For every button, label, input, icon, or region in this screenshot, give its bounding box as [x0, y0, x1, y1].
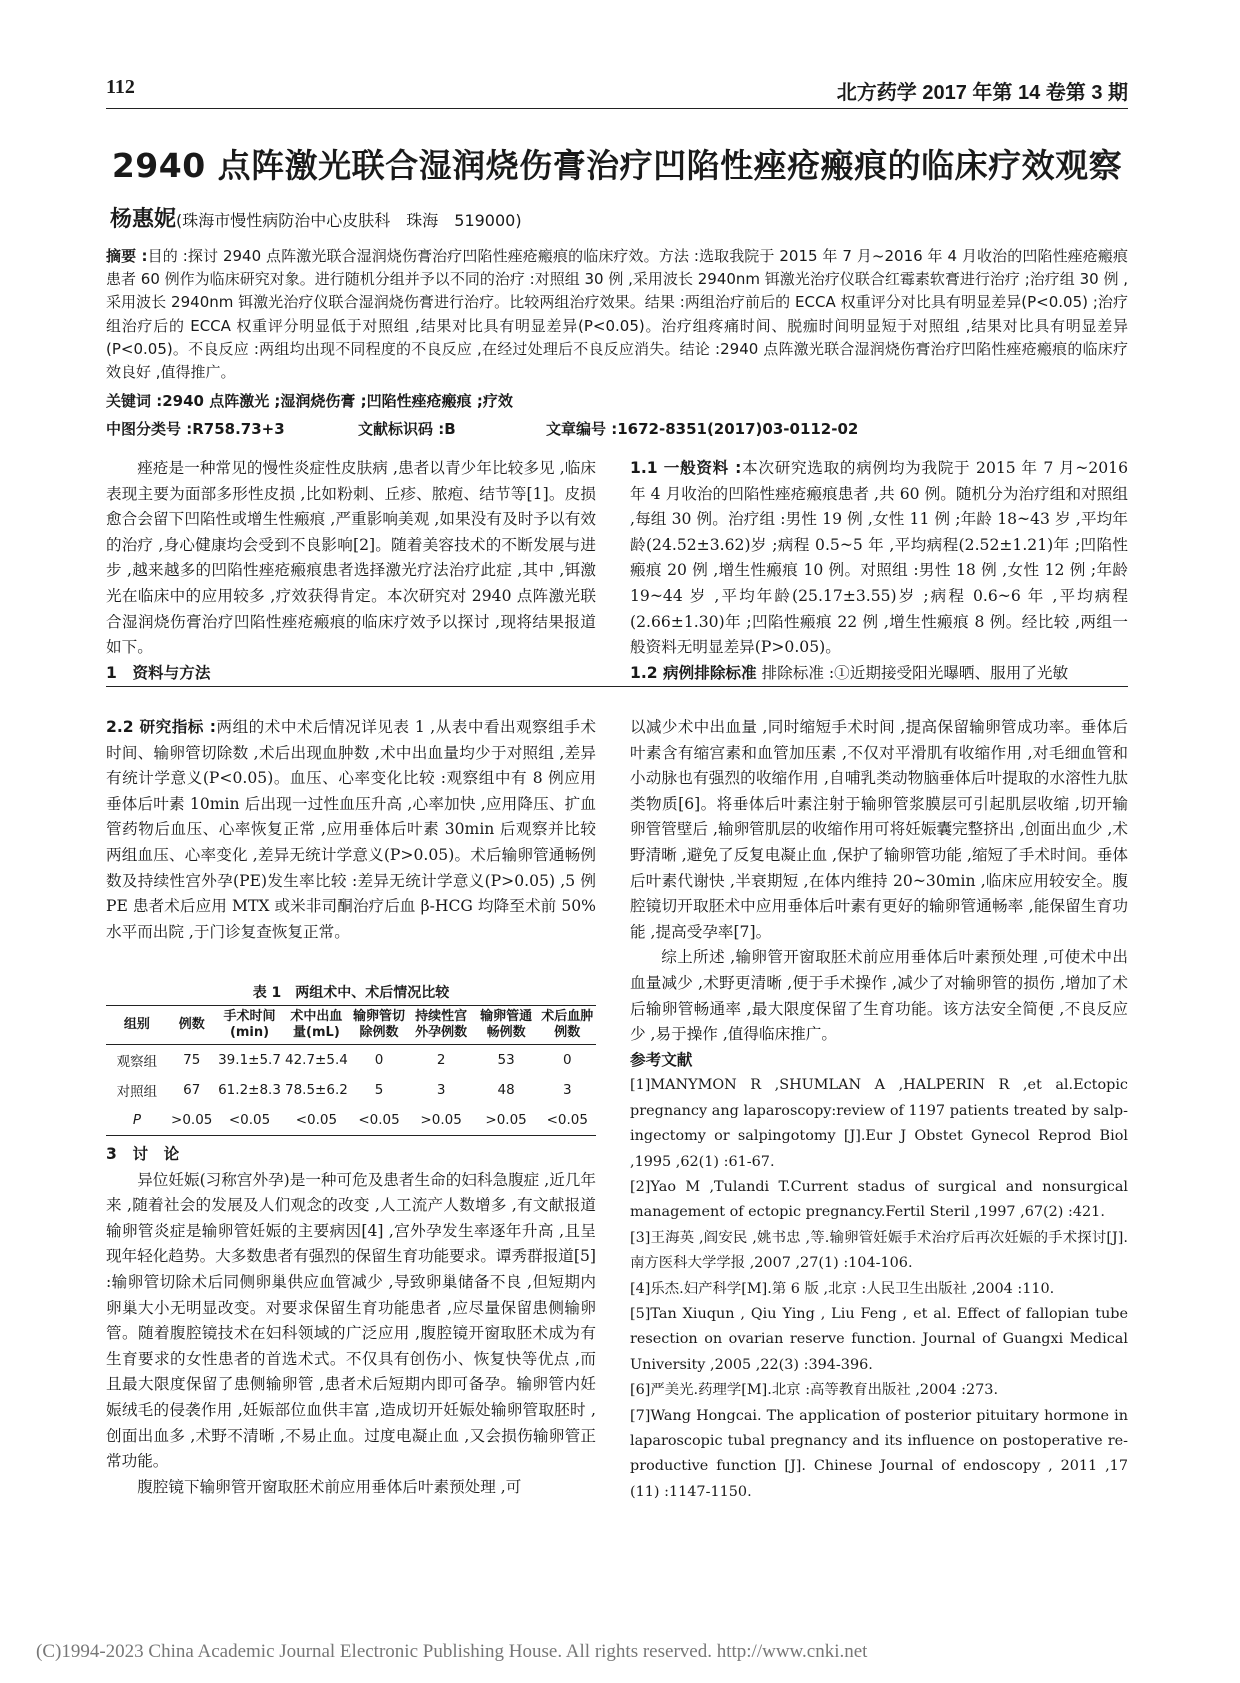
abstract-label: 摘要 : [106, 247, 148, 265]
conclusion-column [630, 715, 1128, 1505]
table-cell: <0.05 [349, 1105, 408, 1136]
conclusion-paragraph: 综上所述 ,输卵管开窗取胚术前应用垂体后叶素预处理 ,可使术中出血量减少 ,术野更清晰 ,便于手术操作 ,减少了对输卵管的损伤 ,增加了术后输卵管畅通率 ,最大限度保留了生育功能。该方法安全简便 ,不良反应少 ,易于操作 ,值得临床推广。 [630, 948, 1128, 1044]
table-cell: 53 [497, 1052, 515, 1068]
author-line [110, 202, 522, 233]
header-rule [106, 108, 1128, 109]
author-affiliation: (珠海市慢性病防治中心皮肤科 珠海 519000) [176, 211, 522, 230]
journal-name: 北方药学 2017 年第 14 卷第 3 期 [836, 82, 1128, 104]
table-caption: 表 1 两组术中、术后情况比较 [252, 985, 450, 1001]
col-header: 例数 [168, 1006, 216, 1045]
copyright-footer: (C)1994-2023 China Academic Journal Electronic Publishing House. All rights reserved. http://www.cnki.net [36, 1641, 868, 1662]
table-cell: 3 [436, 1082, 446, 1098]
intro-paragraph: 痤疮是一种常见的慢性炎症性皮肤病 ,患者以青少年比较多见 ,临床表现主要为面部多形性皮损 ,比如粉刺、丘疹、脓疱、结节等[1]。皮损愈合会留下凹陷性或增生性瘢痕 ,严重影响美观 ,如果没有及时予以有效的治疗 ,身心健康均会受到不良影响[2]。随着美容技术的不断发展与进步 ,越来越多的凹陷性痤疮瘢痕患者选择激光疗法治疗此症 ,其中 ,铒激光在临床中的应用较多 ,疗效获得肯定。本次研究对 2940 点阵激光联合湿润烧伤膏治疗凹陷性痤疮瘢痕的临床疗效予以探讨 ,现将结果报道如下。 [106, 459, 596, 657]
table-row [106, 1075, 596, 1105]
discussion-column [106, 1142, 596, 1500]
table-row [106, 1105, 596, 1136]
table-cell: <0.05 [539, 1105, 596, 1136]
table-cell: 观察组 [116, 1054, 158, 1070]
running-header [106, 76, 1128, 106]
table-cell: 对照组 [116, 1084, 158, 1100]
table-cell: 0 [374, 1052, 384, 1068]
document-code: 文献标识码 :B [358, 420, 456, 438]
reference-item: [6]严美光.药理学[M].北京 :高等教育出版社 ,2004 :273. [630, 1382, 999, 1399]
table-cell: P [106, 1105, 168, 1136]
exclusion-text: 排除标准 :①近期接受阳光曝晒、服用了光敏 [756, 663, 1069, 682]
table-cell: 5 [374, 1082, 384, 1098]
results-table [106, 1005, 596, 1136]
subsection-1-1-label: 1.1 一般资料 : [630, 459, 742, 477]
section-heading-methods: 1 资料与方法 [106, 663, 211, 682]
page-number: 112 [106, 76, 135, 98]
table-cell: 61.2±8.3 [218, 1082, 281, 1098]
table-cell: >0.05 [409, 1105, 474, 1136]
results-text: 两组的术中术后情况详见表 1 ,从表中看出观察组手术时间、输卵管切除数 ,术后出现血肿数 ,术中出血量均少于对照组 ,差异有统计学意义(P<0.05)。血压、心率变化比较 :观察组中有 8 例应用垂体后叶素 10min 后出现一过性血压升高 ,心率加快 ,应用降压、扩血管药物后血压、心率恢复正常 ,应用垂体后叶素 30min 后观察并比较两组血压、心率变化 ,差异无统计学意义(P>0.05)。术后输卵管通畅例数及持续性宫外孕(PE)发生率比较 :差异无统计学意义(P>0.05) ,5 例 PE 患者术后应用 MTX 或米非司酮治疗后血 β-HCG 均降至术前 50%水平而出院 ,于门诊复查恢复正常。 [106, 718, 597, 941]
col-header: 术后血肿例数 [539, 1006, 596, 1045]
general-info-column [630, 456, 1128, 686]
col-header: 输卵管通畅例数 [474, 1006, 539, 1045]
table-cell: 75 [183, 1052, 201, 1068]
abstract [106, 245, 1128, 384]
reference-item: [7]Wang Hongcai. The application of posterior pituitary hormone in laparoscopic tubal pregnancy and its influence on postoperative re-productive function [J]. Chinese Journal of endoscopy , 2011 ,17 (11) :1147-1150. [630, 1407, 1128, 1500]
col-header: 组别 [106, 1006, 168, 1045]
col-header: 输卵管切除例数 [349, 1006, 408, 1045]
general-info-text: 本次研究选取的病例均为我院于 2015 年 7 月~2016 年 4 月收治的凹陷性痤疮瘢痕患者 ,共 60 例。随机分为治疗组和对照组 ,每组 30 例。治疗组 :男性 19 例 ,女性 11 例 ;年龄 18~43 岁 ,平均年龄(24.52±3.62)岁 ;病程 0.5~5 年 ,平均病程(2.52±1.21)年 ;凹陷性瘢痕 20 例 ,增生性瘢痕 10 例。对照组 :男性 18 例 ,女性 12 例 ;年龄 19~44 岁 ,平均年龄(25.17±3.55)岁 ;病程 0.6~6 年 ,平均病程(2.66±1.30)年 ;凹陷性瘢痕 22 例 ,增生性瘢痕 8 例。经比较 ,两组一般资料无明显差异(P>0.05)。 [630, 459, 1129, 657]
clc-number: 中图分类号 :R758.73+3 [106, 420, 285, 438]
table-header-row [106, 1006, 596, 1045]
table-cell: 39.1±5.7 [218, 1052, 281, 1068]
author-name: 杨惠妮 [110, 207, 177, 232]
section-divider [106, 686, 1128, 687]
table-cell: 2 [436, 1052, 446, 1068]
results-column [106, 715, 596, 945]
table-cell: >0.05 [474, 1105, 539, 1136]
table-cell: 48 [497, 1082, 515, 1098]
reference-item: [2]Yao M ,Tulandi T.Current stadus of surgical and nonsurgical management of ectopic pregnancy.Fertil Steril ,1997 ,67(2) :421. [630, 1178, 1128, 1221]
reference-item: [5]Tan Xiuqun , Qiu Ying , Liu Feng , et al. Effect of fallopian tube resection on ovarian reserve function. Journal of Guangxi Medical University ,2005 ,22(3) :394-396. [630, 1305, 1128, 1373]
abstract-text: 目的 :探讨 2940 点阵激光联合湿润烧伤膏治疗凹陷性痤疮瘢痕的临床疗效。方法 :选取我院于 2015 年 7 月~2016 年 4 月收治的凹陷性痤疮瘢痕患者 60 例作为临床研究对象。进行随机分组并予以不同的治疗 :对照组 30 例 ,采用波长 2940nm 铒激光治疗仪联合红霉素软膏进行治疗 ;治疗组 30 例 ,采用波长 2940nm 铒激光治疗仪联合湿润烧伤膏进行治疗。比较两组治疗效果。结果 :两组治疗前后的 ECCA 权重评分对比具有明显差异(P<0.05) ;治疗组治疗后的 ECCA 权重评分明显低于对照组 ,结果对比具有明显差异(P<0.05)。治疗组疼痛时间、脱痂时间明显短于对照组 ,结果对比具有明显差异(P<0.05)。不良反应 :两组均出现不同程度的不良反应 ,在经过处理后不良反应消失。结论 :2940 点阵激光联合湿润烧伤膏治疗凹陷性痤疮瘢痕的临床疗效良好 ,值得推广。 [106, 247, 1128, 382]
discussion-paragraph: 腹腔镜下输卵管开窗取胚术前应用垂体后叶素预处理 ,可 [137, 1477, 522, 1496]
table-cell: 67 [183, 1082, 201, 1098]
table-cell: 42.7±5.4 [284, 1052, 348, 1068]
table-cell: <0.05 [283, 1105, 349, 1136]
section-heading-discussion: 3 讨 论 [106, 1145, 180, 1163]
mechanism-paragraph: 以减少术中出血量 ,同时缩短手术时间 ,提高保留输卵管成功率。垂体后叶素含有缩宫素和血管加压素 ,不仅对平滑肌有收缩作用 ,对毛细血管和小动脉也有强烈的收缩作用 ,自哺乳类动物脑垂体后叶提取的水溶性九肽类物质[6]。将垂体后叶素注射于输卵管浆膜层可引起肌层收缩 ,切开输卵管管壁后 ,输卵管肌层的收缩作用可将妊娠囊完整挤出 ,创面出血少 ,术野清晰 ,避免了反复电凝止血 ,保护了输卵管功能 ,缩短了手术时间。垂体后叶素代谢快 ,半衰期短 ,在体内维持 20~30min ,临床应用较安全。腹腔镜切开取胚术中应用垂体后叶素有更好的输卵管通畅率 ,能保留生育功能 ,提高受孕率[7]。 [630, 718, 1128, 941]
reference-item: [1]MANYMON R ,SHUMLAN A ,HALPERIN R ,et al.Ectopic pregnancy ang laparoscopy:review of 1197 patients treated by salp-ingectomy or salpingotomy [J].Eur J Obstet Gynecol Reprod Biol ,1995 ,62(1) :61-67. [630, 1077, 1128, 1170]
subsection-2-2-label: 2.2 研究指标 : [106, 718, 217, 736]
reference-list [630, 1073, 1128, 1505]
subsection-1-2-label: 1.2 病例排除标准 [630, 663, 757, 682]
table-cell: 0 [563, 1052, 572, 1068]
article-title: 2940 点阵激光联合湿润烧伤膏治疗凹陷性痤疮瘢痕的临床疗效观察 [111, 146, 1123, 185]
keywords: 关键词 :2940 点阵激光 ;湿润烧伤膏 ;凹陷性痤疮瘢痕 ;疗效 [106, 392, 513, 410]
reference-item: [4]乐杰.妇产科学[M].第 6 版 ,北京 :人民卫生出版社 ,2004 :110. [630, 1280, 1055, 1297]
table-cell: >0.05 [168, 1105, 216, 1136]
table-row [106, 1045, 596, 1076]
references-heading: 参考文献 [630, 1050, 693, 1069]
col-header: 手术时间(min) [216, 1006, 284, 1045]
col-header: 术中出血量(mL) [283, 1006, 349, 1045]
article-number: 文章编号 :1672-8351(2017)03-0112-02 [546, 420, 859, 438]
table-cell: 78.5±6.2 [284, 1082, 348, 1098]
intro-column [106, 456, 596, 686]
reference-item: [3]王海英 ,阎安民 ,姚书忠 ,等.输卵管妊娠手术治疗后再次妊娠的手术探讨[J].南方医科大学学报 ,2007 ,27(1) :104-106. [630, 1229, 1128, 1272]
classification-line [106, 418, 1128, 442]
col-header: 持续性宫外孕例数 [409, 1006, 474, 1045]
discussion-paragraph: 异位妊娠(习称宫外孕)是一种可危及患者生命的妇科急腹症 ,近几年来 ,随着社会的发展及人们观念的改变 ,人工流产人数增多 ,有文献报道输卵管炎症是输卵管妊娠的主要病因[4] ,宫外孕发生率逐年升高 ,且呈现年轻化趋势。大多数患者有强烈的保留生育功能要求。谭秀群报道[5] :输卵管切除术后同侧卵巢供应血管减少 ,导致卵巢储备不良 ,但短期内卵巢大小无明显改变。对要求保留生育功能患者 ,应尽量保留患侧输卵管。随着腹腔镜技术在妇科领域的广泛应用 ,腹腔镜开窗取胚术成为有生育要求的女性患者的首选术式。不仅具有创伤小、恢复快等优点 ,而且最大限度保留了患侧输卵管 ,患者术后短期内即可备孕。输卵管内妊娠绒毛的侵袭作用 ,妊娠部位血供丰富 ,造成切开妊娠处输卵管取胚时 ,创面出血多 ,术野不清晰 ,不易止血。过度电凝止血 ,又会损伤输卵管正常功能。 [106, 1170, 596, 1471]
table-cell: <0.05 [216, 1105, 284, 1136]
table-cell: 3 [563, 1082, 572, 1098]
